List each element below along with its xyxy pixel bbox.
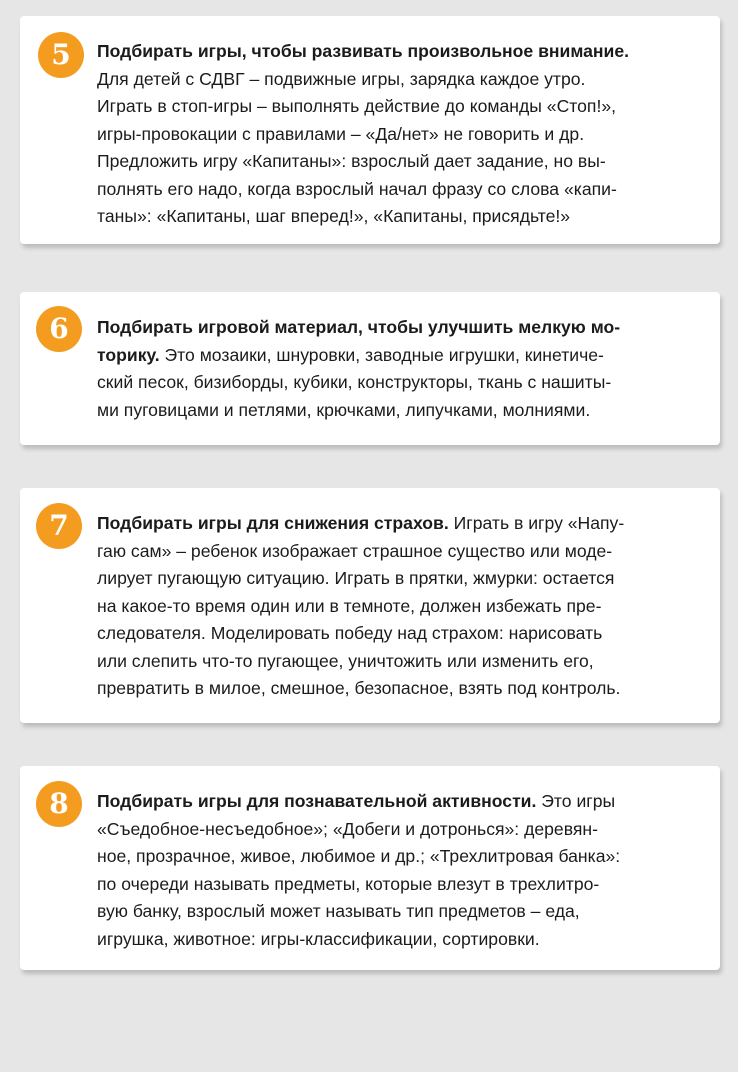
text-line: Подбирать игры для познавательной активности. Это игры (97, 791, 616, 811)
text-line: ский песок, бизиборды, кубики, конструкторы, ткань с нашиты- (97, 372, 612, 392)
text-line: Играть в стоп-игры – выполнять действие до команды «Стоп!», (97, 96, 617, 116)
text-line: ми пуговицами и петлями, крючками, липучками, молниями. (97, 399, 591, 420)
text-line: полнять его надо, когда взрослый начал фразу со слова «капи- (97, 178, 617, 199)
text-line: лирует пугающую ситуацию. Играть в прятки, жмурки: остается (97, 568, 615, 588)
text-line: Подбирать игры, чтобы развивать произвольное внимание. (97, 41, 630, 61)
number-badge-6: 6 (36, 306, 82, 352)
text-line: Предложить игру «Капитаны»: взрослый дает задание, но вы- (97, 151, 606, 171)
text-line: Подбирать игровой материал, чтобы улучшить мелкую мо- (97, 317, 621, 337)
tip-card-6 (20, 292, 720, 445)
tip-text-5 (97, 38, 706, 231)
tip-text-8 (97, 788, 706, 953)
text-line: вую банку, взрослый может называть тип предметов – еда, (97, 901, 580, 921)
text-line: гаю сам» – ребенок изображает страшное существо или моде- (97, 540, 613, 561)
text-line: ное, прозрачное, живое, любимое и др.; «Трехлитровая банка»: (97, 846, 621, 866)
tip-text-6 (97, 314, 706, 424)
text-line: по очереди называть предметы, которые влезут в трехлитро- (97, 873, 600, 894)
text-line: или слепить что-то пугающее, уничтожить или изменить его, (97, 650, 594, 671)
text-line: торику. Это мозаики, шнуровки, заводные игрушки, кинетиче- (97, 344, 604, 365)
text-line: следователя. Моделировать победу над страхом: нарисовать (97, 623, 603, 643)
tip-card-5 (20, 16, 720, 244)
number-badge-8: 8 (36, 781, 82, 827)
text-line: Подбирать игры для снижения страхов. Играть в игру «Напу- (97, 513, 625, 533)
tip-card-8 (20, 766, 720, 970)
text-line: игрушка, животное: игры-классификации, сортировки. (97, 928, 540, 949)
text-line: превратить в милое, смешное, безопасное, взять под контроль. (97, 678, 621, 698)
tip-card-7 (20, 488, 720, 723)
text-line: «Съедобное-несъедобное»; «Добеги и дотронься»: деревян- (97, 818, 598, 839)
text-line: Для детей с СДВГ – подвижные игры, зарядка каждое утро. (97, 68, 586, 89)
text-line: таны»: «Капитаны, шаг вперед!», «Капитаны, присядьте!» (97, 206, 571, 226)
text-line: на какое-то время один или в темноте, должен избежать пре- (97, 595, 602, 616)
number-badge-5: 5 (38, 32, 84, 78)
text-line: игры-провокации с правилами – «Да/нет» не говорить и др. (97, 123, 585, 144)
tip-text-7 (97, 510, 706, 703)
number-badge-7: 7 (36, 503, 82, 549)
